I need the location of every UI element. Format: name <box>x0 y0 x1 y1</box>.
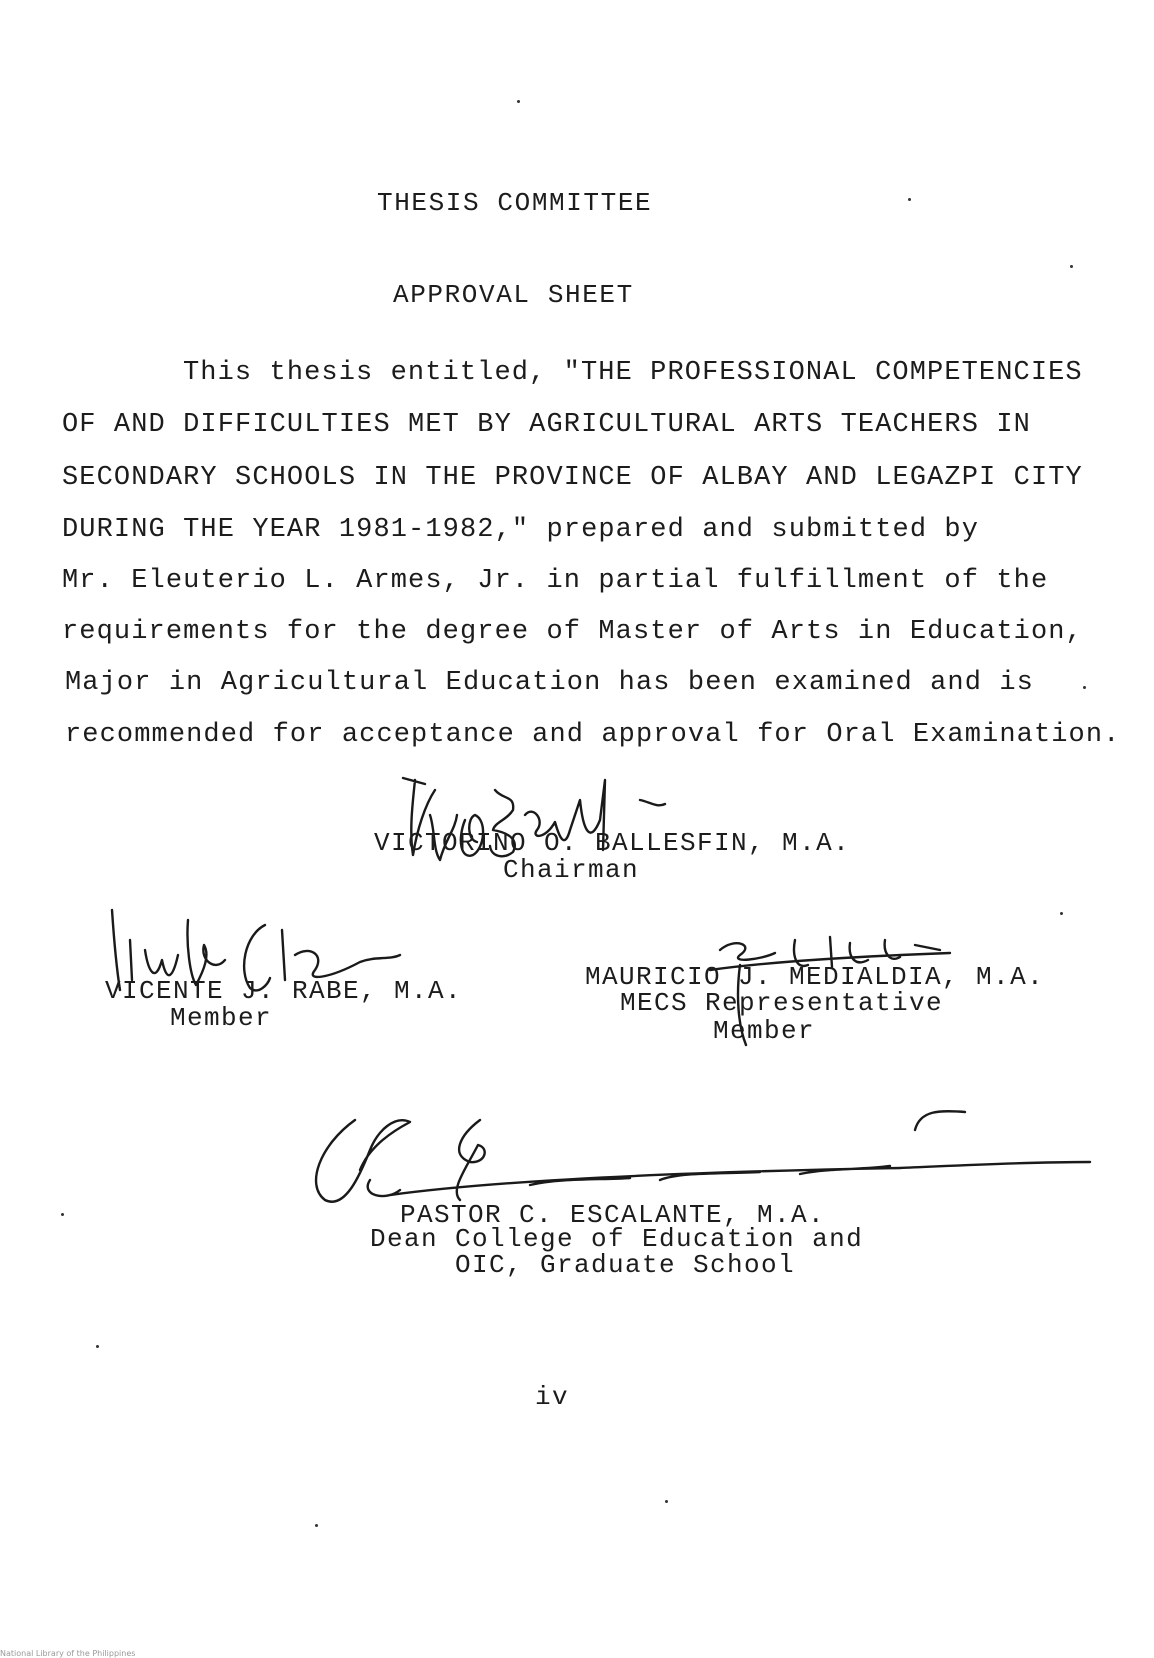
member-right-role-2: Member <box>713 1016 816 1046</box>
heading: THESIS COMMITTEE <box>377 188 653 218</box>
dean-role-2: OIC, Graduate School <box>455 1250 796 1280</box>
chairman-role: Chairman <box>503 855 640 885</box>
body-line: requirements for the degree of Master of Arts in Education, <box>62 617 1083 647</box>
subheading: APPROVAL SHEET <box>393 280 634 310</box>
body-line: OF AND DIFFICULTIES MET BY AGRICULTURAL ARTS TEACHERS IN <box>62 410 1031 440</box>
member-left-name: VICENTE J. RABE, M.A. <box>105 976 463 1006</box>
scan-speck <box>61 1213 64 1216</box>
scan-speck <box>908 198 911 201</box>
body-line: Mr. Eleuterio L. Armes, Jr. in partial fulfillment of the <box>62 566 1049 596</box>
chairman-name: VICTORINO O. BALLESFIN, M.A. <box>374 828 851 858</box>
scan-speck <box>517 100 520 103</box>
dean-role-1: Dean College of Education and <box>370 1224 864 1254</box>
scan-speck <box>665 1500 668 1503</box>
scan-speck <box>1060 912 1063 915</box>
body-line: recommended for acceptance and approval for Oral Examination. <box>65 720 1121 750</box>
scan-speck <box>1070 265 1073 268</box>
scan-speck <box>96 1345 99 1348</box>
member-right-name: MAURICIO J. MEDIALDIA, M.A. <box>585 962 1045 992</box>
scan-footer: National Library of the Philippines <box>0 1649 136 1658</box>
body-line: SECONDARY SCHOOLS IN THE PROVINCE OF ALBAY AND LEGAZPI CITY <box>62 463 1083 493</box>
scan-speck <box>1083 686 1086 689</box>
scan-speck <box>315 1524 318 1527</box>
dean-name: PASTOR C. ESCALANTE, M.A. <box>400 1200 826 1230</box>
page-number: iv <box>535 1382 570 1412</box>
body-line: This thesis entitled, "THE PROFESSIONAL COMPETENCIES <box>183 358 1083 388</box>
body-line: Major in Agricultural Education has been examined and is <box>65 668 1034 698</box>
body-line: DURING THE YEAR 1981-1982," prepared and submitted by <box>62 515 980 545</box>
member-left-role: Member <box>170 1003 273 1033</box>
member-right-role-1: MECS Representative <box>620 988 944 1018</box>
